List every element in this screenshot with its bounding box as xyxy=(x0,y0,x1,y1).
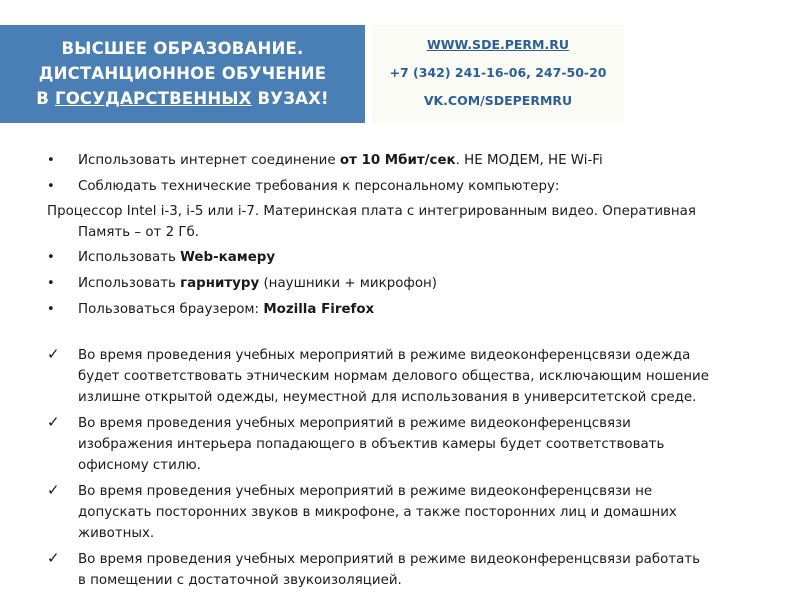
rule-text xyxy=(78,549,768,591)
bullet-icon: • xyxy=(47,179,55,194)
rule-line: Во время проведения учебных мероприятий в режиме видеоконференцсвязи одежда xyxy=(78,348,691,363)
requirement-prefix: Пользоваться браузером: xyxy=(78,302,264,317)
rule-line: излишне открытой одежды, неуместной для использования в университетской среде. xyxy=(78,390,697,405)
bullet-icon: • xyxy=(47,276,55,291)
requirement-prefix: Использовать интернет соединение xyxy=(78,153,340,168)
hardware-text xyxy=(47,201,767,243)
requirement-bold: гарнитуру xyxy=(180,276,260,291)
contacts-panel xyxy=(372,25,624,123)
rule-line: изображения интерьера попадающего в объектив камеры будет соответствовать xyxy=(78,437,665,452)
requirement-suffix: (наушники + микрофон) xyxy=(259,276,438,291)
checkmark-icon: ✓ xyxy=(47,345,60,363)
rule-line: будет соответствовать этническим нормам делового общества, исключающим ношение xyxy=(78,369,709,384)
rule-text xyxy=(78,413,768,476)
requirement-prefix: Использовать xyxy=(78,276,181,291)
bullet-icon: • xyxy=(47,302,55,317)
checkmark-icon: ✓ xyxy=(47,413,60,431)
banner-line-3-prefix: В xyxy=(36,89,55,108)
checkmark-icon: ✓ xyxy=(47,549,60,567)
requirement-text xyxy=(78,247,768,268)
rule-line: Во время проведения учебных мероприятий в режиме видеоконференцсвязи xyxy=(78,416,631,431)
phone-numbers: +7 (342) 241-16-06, 247-50-20 xyxy=(389,65,607,80)
rule-line: Во время проведения учебных мероприятий в режиме видеоконференцсвязи не xyxy=(78,484,653,499)
rule-line: в помещении с достаточной звукоизоляцией. xyxy=(78,573,402,588)
rule-line: животных. xyxy=(78,526,155,541)
checkmark-icon: ✓ xyxy=(47,481,60,499)
vk-link[interactable]: VK.COM/SDEPERMRU xyxy=(423,93,573,108)
header-banner xyxy=(0,25,365,123)
hardware-line-1: Процессор Intel i-3, i-5 или i-7. Материнская плата с интегрированным видео. Оперативная xyxy=(47,204,696,219)
banner-line-3 xyxy=(0,86,365,111)
requirement-text xyxy=(78,273,768,294)
bullet-icon: • xyxy=(47,250,55,265)
rule-line: допускать посторонних звуков в микрофоне, а также посторонних лиц и домашних xyxy=(78,505,677,520)
requirement-text: Соблюдать технические требования к персональному компьютеру: xyxy=(78,179,560,194)
rule-line: офисному стилю. xyxy=(78,458,201,473)
rule-text xyxy=(78,481,768,544)
requirement-suffix: . НЕ МОДЕМ, НЕ Wi-Fi xyxy=(455,153,603,168)
requirement-bold: Web-камеру xyxy=(180,250,276,265)
banner-line-3-underlined: ГОСУДАРСТВЕННЫХ xyxy=(54,89,252,108)
requirement-prefix: Использовать xyxy=(78,250,181,265)
website-link[interactable]: WWW.SDE.PERM.RU xyxy=(426,37,570,52)
requirement-bold: от 10 Мбит/сек xyxy=(339,153,456,168)
requirement-bold: Mozilla Firefox xyxy=(263,302,375,317)
rule-text xyxy=(78,345,768,408)
banner-line-3-suffix: ВУЗАХ! xyxy=(251,89,329,108)
hardware-line-2: Память – от 2 Гб. xyxy=(78,225,200,240)
banner-line-2: ДИСТАНЦИОННОЕ ОБУЧЕНИЕ xyxy=(38,64,327,83)
requirement-text xyxy=(78,150,768,171)
bullet-icon: • xyxy=(47,153,55,168)
rule-line: Во время проведения учебных мероприятий в режиме видеоконференцсвязи работать xyxy=(78,552,700,567)
requirement-text xyxy=(78,299,768,320)
banner-line-1: ВЫСШЕЕ ОБРАЗОВАНИЕ. xyxy=(61,39,304,58)
